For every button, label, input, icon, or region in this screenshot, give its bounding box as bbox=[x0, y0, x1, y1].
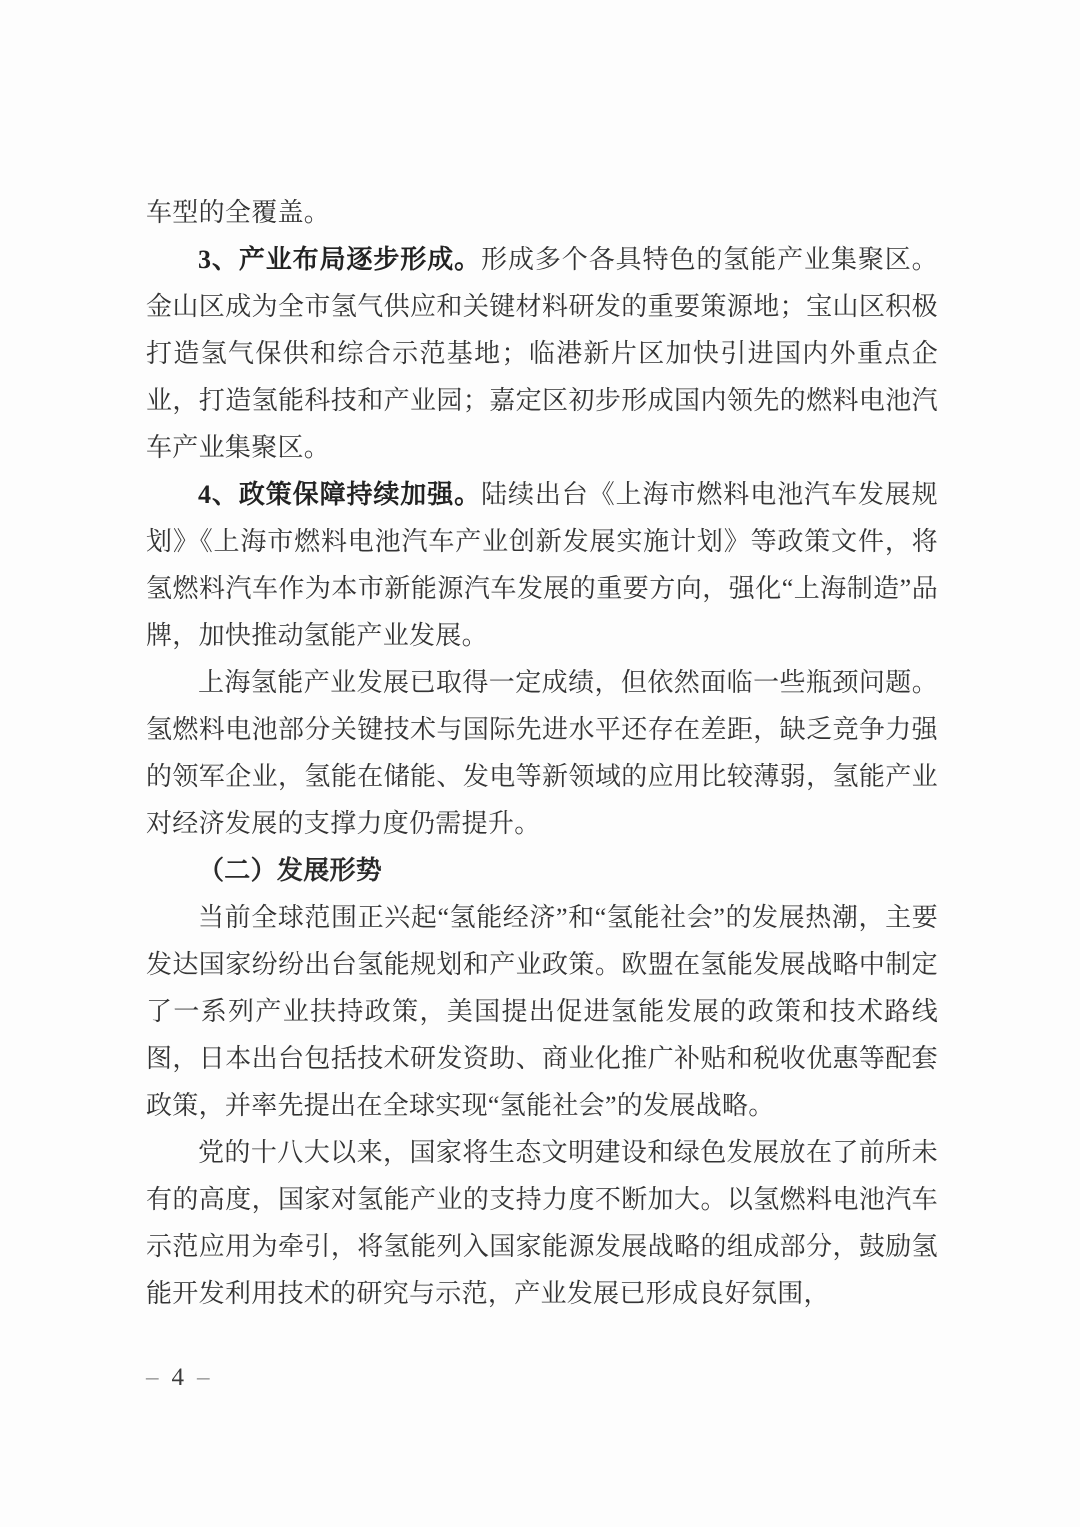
page-number-dash-left: – bbox=[146, 1364, 159, 1391]
page-number-dash-right: – bbox=[197, 1364, 210, 1391]
paragraph-national-policy: 党的十八大以来，国家将生态文明建设和绿色发展放在了前所未有的高度，国家对氢能产业的支持力度不断加大。以氢燃料电池汽车示范应用为牵引，将氢能列入国家能源发展战略的组成部分，鼓励氢能开发利用技术的研究与示范，产业发展已形成良好氛围， bbox=[146, 1138, 938, 1308]
paragraph-item-3-text: 形成多个各具特色的氢能产业集聚区。金山区成为全市氢气供应和关键材料研发的重要策源地；宝山区积极打造氢气保供和综合示范基地；临港新片区加快引进国内外重点企业，打造氢能科技和产业园；嘉定区初步形成国内领先的燃料电池汽车产业集聚区。 bbox=[146, 245, 938, 462]
paragraph-continuation: 车型的全覆盖。 bbox=[146, 198, 331, 227]
document-body bbox=[146, 189, 938, 1317]
section-heading-2: （二）发展形势 bbox=[198, 856, 383, 885]
page-number bbox=[146, 1362, 210, 1394]
paragraph-summary: 上海氢能产业发展已取得一定成绩，但依然面临一些瓶颈问题。氢燃料电池部分关键技术与国际先进水平还存在差距，缺乏竞争力强的领军企业，氢能在储能、发电等新领域的应用比较薄弱，氢能产业对经济发展的支撑力度仍需提升。 bbox=[146, 668, 938, 838]
paragraph-item-4-lead: 4、政策保障持续加强。 bbox=[198, 480, 482, 509]
paragraph-item-3 bbox=[146, 236, 938, 471]
paragraph-item-4-text: 陆续出台《上海市燃料电池汽车发展规划》《上海市燃料电池汽车产业创新发展实施计划》等政策文件，将氢燃料汽车作为本市新能源汽车发展的重要方向，强化“上海制造”品牌，加快推动氢能产业发展。 bbox=[146, 480, 938, 650]
page-number-value: 4 bbox=[171, 1364, 184, 1391]
paragraph-global-trend: 当前全球范围正兴起“氢能经济”和“氢能社会”的发展热潮，主要发达国家纷纷出台氢能规划和产业政策。欧盟在氢能发展战略中制定了一系列产业扶持政策，美国提出促进氢能发展的政策和技术路线图，日本出台包括技术研发资助、商业化推广补贴和税收优惠等配套政策，并率先提出在全球实现“氢能社会”的发展战略。 bbox=[146, 903, 938, 1120]
paragraph-item-3-lead: 3、产业布局逐步形成。 bbox=[198, 245, 482, 274]
paragraph-item-4 bbox=[146, 471, 938, 659]
